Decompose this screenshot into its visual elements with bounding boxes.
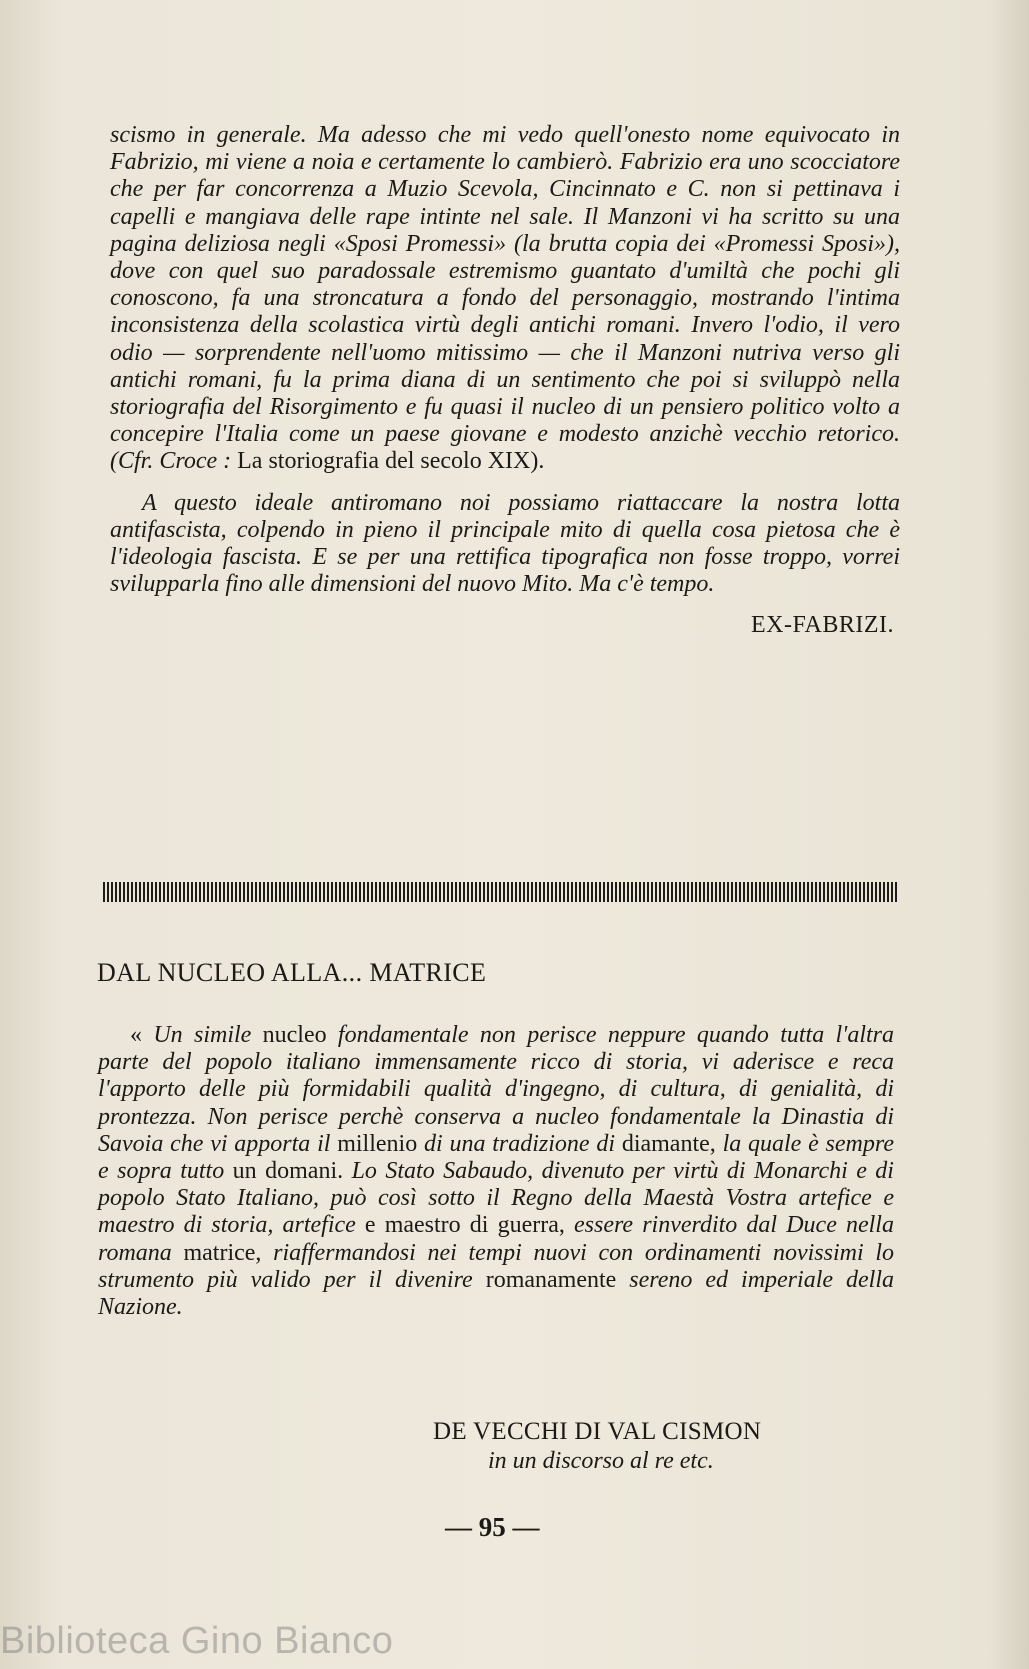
library-watermark: Biblioteca Gino Bianco [0,1620,394,1662]
article-column [110,122,900,639]
quote-column [98,1022,894,1321]
quote-part-10: e maestro di guerra, [355,1212,574,1239]
article-signature: EX-FABRIZI. [750,612,894,639]
paragraph-2: A questo ideale antiromano noi possiamo riattaccare la nostra lotta antifascista, colpendo in pieno il principale mito di quella cosa pietosa che è l'ideologia fascista. E se per una rettifica tipografica non fosse troppo, vorrei svilupparla fino alle dimensioni del nuovo Mito. Ma c'è tempo. [110,489,900,598]
quote-paragraph [98,1022,894,1321]
quote-part-6: diamante, [615,1130,723,1157]
page-number: — 95 — [445,1512,540,1542]
quote-author-note: in un discorso al re etc. [488,1448,714,1474]
quote-part-15: sereno ed imperiale della Nazione. [98,1266,894,1321]
paragraph-1-text: scismo in generale. Ma adesso che mi vedo quell'onesto nome equivocato in Fabrizio, mi viene a noia e certamente lo cambierò. Fabrizio era uno scocciatore che per far concorrenza a Muzio Scevola, Cincinnato e C. non si pettinava i capelli e mangiava delle rape intinte nel sale. Il Manzoni vi ha scritto su una pagina deliziosa negli «Sposi Promessi» (la brutta copia dei «Promessi Sposi»), dove con quel suo paradossale estremismo guantato d'umiltà che pochi gli conoscono, fa una stroncatura a fondo del personaggio, mostrando l'intima inconsistenza della scolastica virtù degli antichi romani. Invero l'odio, il vero odio — sorprendente nell'uomo mitissimo — che il Manzoni nutriva verso gli antichi romani, fu la prima diana di un sentimento che poi si sviluppò nella storiografia del Risorgimento e fu quasi il nucleo di un pensiero politico volto a concepire l'Italia come un paese giovane e modesto anzichè vecchio retorico. ( [110,122,900,475]
croce-title: La storiografia del secolo XIX [237,448,531,475]
cfr-text: Cfr. [118,448,154,475]
quote-part-8: un domani. [224,1158,352,1185]
quote-part-7: la quale è sempre e sopra tutto [98,1130,894,1185]
quote-part-14: romanamente [472,1266,630,1293]
quote-part-11: essere rinverdito dal Duce nella romana [98,1212,894,1266]
section-heading: DAL NUCLEO ALLA... MATRICE [97,958,487,987]
quote-part-5: di una tradizione di [424,1130,616,1157]
quote-part-2: nucleo [251,1022,338,1048]
quote-part-12: matrice, [171,1239,274,1266]
quote-part-3: fondamentale non perisce neppure quando tutta l'altra parte del popolo italiano immensamente ricco di storia, vi aderisce e reca l'apporto delle più formidabili qualità d'ingegno, di cultura, di genialità, di prontezza. Non perisce perchè conserva a nucleo fondamentale la Dinastia di Savoia che vi apporta il [98,1022,894,1157]
quote-part-4: millenio [330,1130,424,1157]
paragraph-1-end: ). [530,448,545,475]
quote-open: « [130,1022,154,1048]
separator-bar [103,882,898,902]
croce-sep: Croce : [153,448,238,475]
quote-part-1: Un simile [153,1022,252,1048]
quote-part-9: Lo Stato Sabaudo, divenuto per virtù di Monarchi e di popolo Stato Italiano, può così sotto il Regno della Maestà Vostra artefice e maestro di storia, artefice [98,1158,894,1239]
paragraph-1 [110,122,900,476]
quote-author: DE VECCHI DI VAL CISMON [433,1418,762,1445]
quote-part-13: riaffermandosi nei tempi nuovi con ordinamenti novissimi lo strumento più valido per il divenire [98,1239,895,1293]
